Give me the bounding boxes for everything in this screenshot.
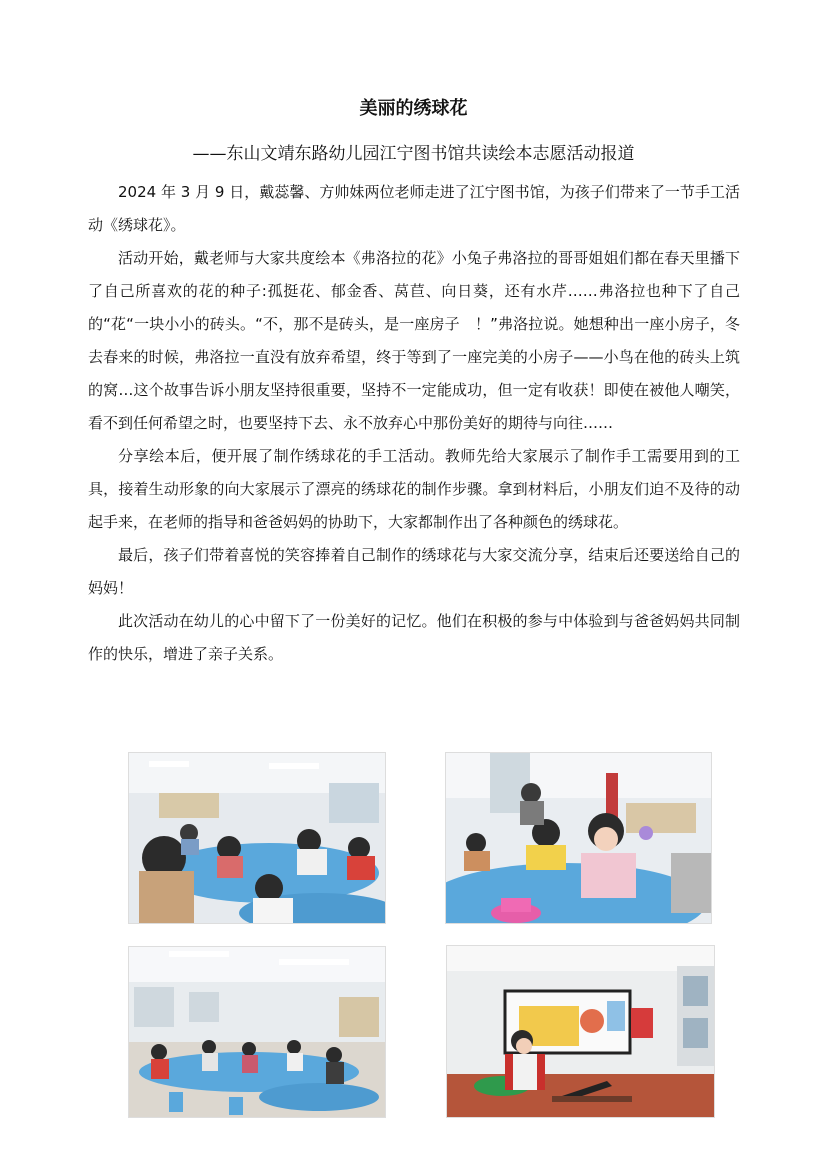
paragraph-intro: 2024 年 3 月 9 日，戴蕊馨、方帅妹两位老师走进了江宁图书馆，为孩子们带来了一节手工活动《绣球花》。: [88, 183, 740, 234]
document-body: [88, 176, 740, 671]
paragraph-sharing: 最后，孩子们带着喜悦的笑容捧着自己制作的绣球花与大家交流分享，结束后还要送给自己的妈妈！: [88, 546, 740, 597]
photo-craft-tables: [128, 752, 386, 924]
photo-girl-with-flower: [445, 752, 712, 924]
document-title: 美丽的绣球花: [359, 98, 468, 119]
photo-teacher-storytelling: [446, 945, 715, 1118]
paragraph-craft: 分享绘本后，便开展了制作绣球花的手工活动。教师先给大家展示了制作手工需要用到的工具，接着生动形象的向大家展示了漂亮的绣球花的制作步骤。拿到材料后，小朋友们迫不及待的动起手来，在老师的指导和爸爸妈妈的协助下，大家都制作出了各种颜色的绣球花。: [88, 447, 740, 531]
paragraph-conclusion: 此次活动在幼儿的心中留下了一份美好的记忆。他们在积极的参与中体验到与爸爸妈妈共同制作的快乐，增进了亲子关系。: [88, 612, 740, 663]
document-subtitle: ——东山文靖东路幼儿园江宁图书馆共读绘本志愿活动报道: [192, 144, 635, 164]
photo-classroom-wide: [128, 946, 386, 1118]
paragraph-story: 活动开始，戴老师与大家共度绘本《弗洛拉的花》小兔子弗洛拉的哥哥姐姐们都在春天里播下了自己所喜欢的花的种子:孤挺花、郁金香、莴苣、向日葵，还有水芹……弗洛拉也种下了自己的“花“一块小小的砖头。“不，那不是砖头，是一座房子 ！”弗洛拉说。她想种出一座小房子，冬去春来的时候，弗洛拉一直没有放弃希望，终于等到了一座完美的小房子——小鸟在他的砖头上筑的窝…这个故事告诉小朋友坚持很重要，坚持不一定能成功，但一定有收获！即使在被他人嘲笑，看不到任何希望之时，也要坚持下去、永不放弃心中那份美好的期待与向往……: [88, 249, 740, 432]
